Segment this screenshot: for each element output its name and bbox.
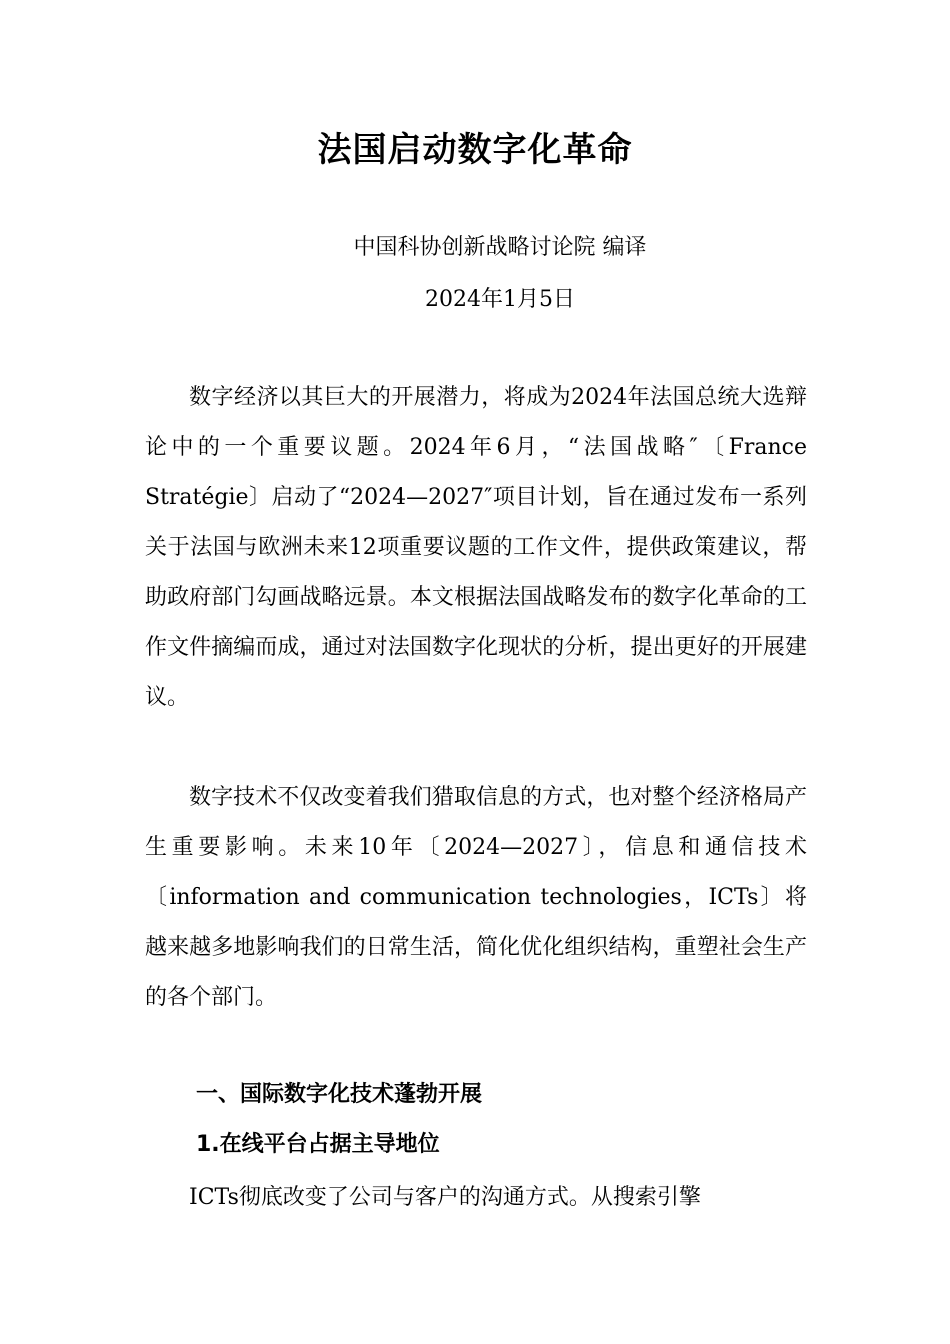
section-heading: 一、国际数字化技术蓬勃开展 — [196, 1082, 483, 1107]
subsection-heading: 1.在线平台占据主导地位 — [196, 1132, 440, 1157]
document-title: 法国启动数字化革命 — [317, 130, 633, 170]
body-paragraph: 数字经济以其巨大的开展潜力，将成为2024年法国总统大选辩论中的一个重要议题。2024年6月，“法国战略″〔France Stratégie〕启动了“2024—2027″项目计划，旨在通过发布一系列关于法国与欧洲未来12项重要议题的工作文件，提供政策建议，帮助政府部门勾画战略远景。本文根据法国战略发布的数字化革命的工作文件摘编而成，通过对法国数字化现状的分析，提出更好的开展建议。 — [145, 385, 807, 710]
body-paragraph: 数字技术不仅改变着我们猎取信息的方式，也对整个经济格局产生重要影响。未来10年〔2024—2027〕，信息和通信技术〔information and communication technologies，ICTs〕将越来越多地影响我们的日常生活，简化优化组织结构，重塑社会生产的各个部门。 — [145, 785, 807, 1010]
document-byline: 中国科协创新战略讨论院 编译 — [353, 235, 647, 260]
document-date: 2024年1月5日 — [425, 287, 575, 312]
body-paragraph: ICTs彻底改变了公司与客户的沟通方式。从搜索引擎 — [189, 1185, 701, 1210]
